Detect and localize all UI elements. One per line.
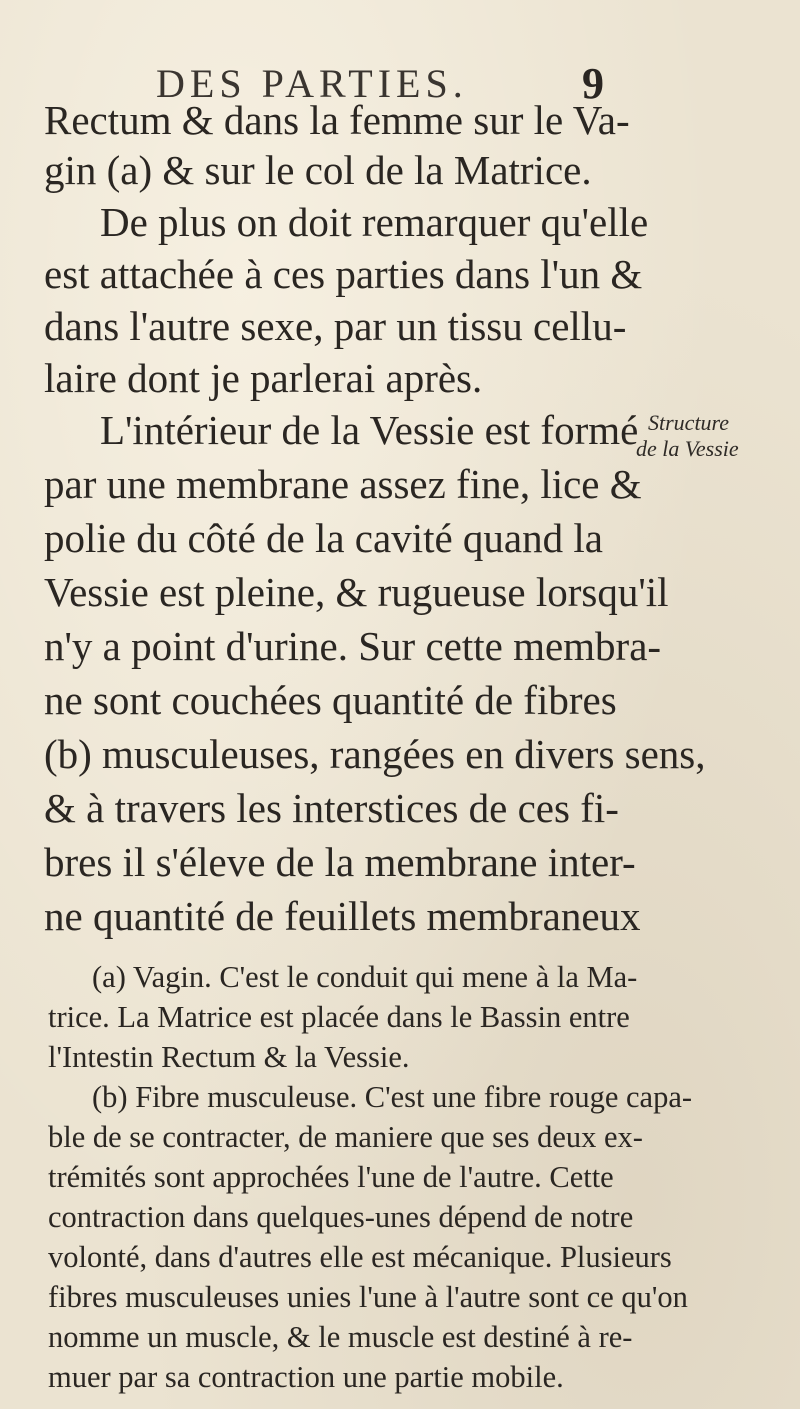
footnote-line-8: volonté, dans d'autres elle est mécanique. Plusieurs (48, 1240, 672, 1274)
body-line-1: Rectum & dans la femme sur le Va- (44, 97, 630, 143)
footnote-line-11: muer par sa contraction une partie mobile. (48, 1360, 564, 1394)
body-line-11: n'y a point d'urine. Sur cette membra- (44, 623, 662, 669)
body-line-9: polie du côté de la cavité quand la (44, 515, 603, 561)
body-line-8: par une membrane assez fine, lice & (44, 461, 642, 507)
footnote-line-5: ble de se contracter, de maniere que ses deux ex- (48, 1120, 643, 1154)
footnote-line-2: trice. La Matrice est placée dans le Bassin entre (48, 1000, 630, 1034)
body-line-4: est attachée à ces parties dans l'un & (44, 251, 643, 297)
body-line-3: De plus on doit remarquer qu'elle (100, 199, 649, 245)
margin-note-line-1: Structure (648, 410, 730, 435)
footnote-line-3: l'Intestin Rectum & la Vessie. (48, 1040, 410, 1074)
body-line-12: ne sont couchées quantité de fibres (44, 677, 617, 723)
footnote-line-4: (b) Fibre musculeuse. C'est une fibre rouge capa- (92, 1080, 693, 1114)
page-number: 9 (582, 59, 604, 108)
body-line-13: (b) musculeuses, rangées en divers sens, (44, 731, 706, 777)
body-line-10: Vessie est pleine, & rugueuse lorsqu'il (44, 569, 669, 615)
body-line-16: ne quantité de feuillets membraneux (44, 893, 641, 939)
body-line-7: L'intérieur de la Vessie est formé (100, 407, 639, 453)
footnote-line-9: fibres musculeuses unies l'une à l'autre sont ce qu'on (48, 1280, 688, 1314)
body-line-2: gin (a) & sur le col de la Matrice. (44, 147, 592, 193)
body-line-14: & à travers les interstices de ces fi- (44, 785, 619, 831)
footnote-line-6: trémités sont approchées l'une de l'autre. Cette (48, 1160, 614, 1194)
running-title: DES PARTIES. (156, 61, 468, 106)
margin-note-line-2: de la Vessie (636, 436, 739, 461)
body-line-6: laire dont je parlerai après. (44, 355, 483, 401)
footnote-line-7: contraction dans quelques-unes dépend de notre (48, 1200, 634, 1234)
body-line-5: dans l'autre sexe, par un tissu cellu- (44, 303, 627, 349)
body-line-15: bres il s'éleve de la membrane inter- (44, 839, 636, 885)
footnote-line-1: (a) Vagin. C'est le conduit qui mene à la Ma- (92, 960, 638, 994)
footnote-line-10: nomme un muscle, & le muscle est destiné à re- (48, 1320, 633, 1354)
